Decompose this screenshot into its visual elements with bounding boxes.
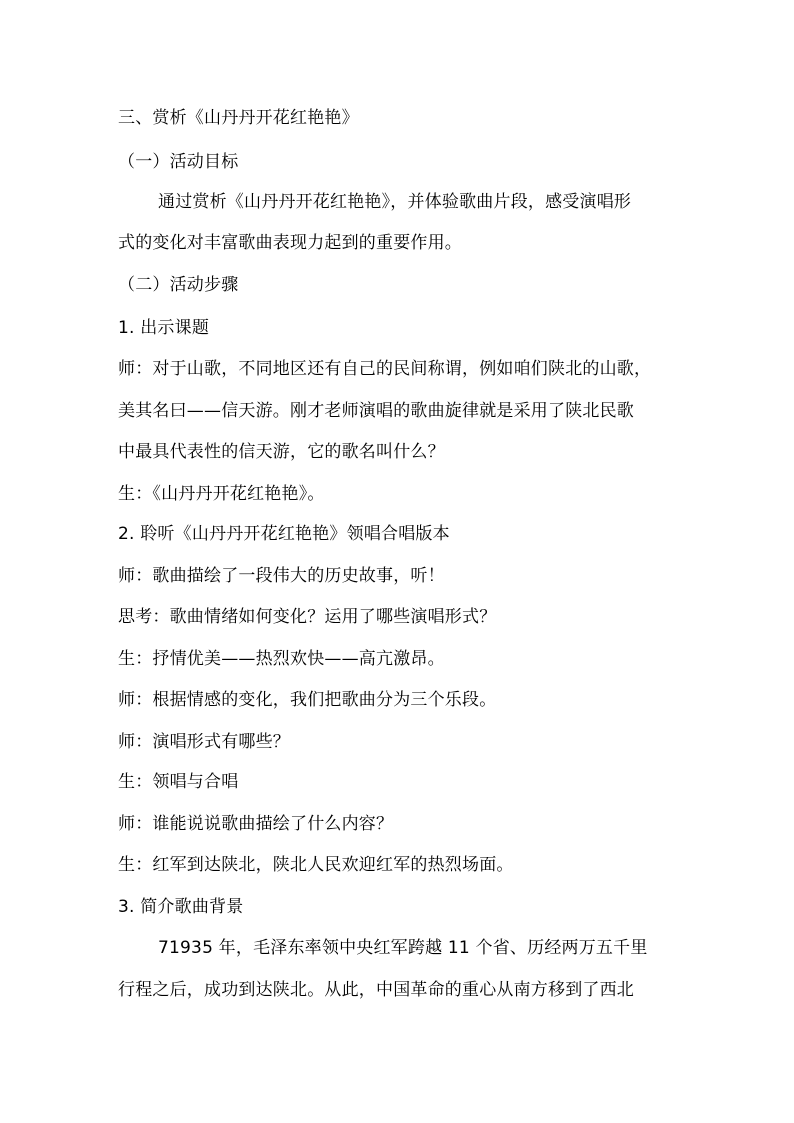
dialogue-line: 师：对于山歌，不同地区还有自己的民间称谓，例如咱们陕北的山歌， (118, 359, 652, 379)
dialogue-line: 生：领唱与合唱 (118, 772, 239, 792)
dialogue-line: 师：根据情感的变化，我们把歌曲分为三个乐段。 (118, 690, 497, 710)
dialogue-line: 中最具代表性的信天游，它的歌名叫什么？ (118, 442, 445, 462)
dialogue-line: 生：《山丹丹开花红艳艳》。 (118, 484, 325, 504)
step-heading: 2. 聆听《山丹丹开花红艳艳》领唱合唱版本 (118, 524, 450, 544)
step-heading: 1. 出示课题 (118, 318, 210, 338)
step-heading: 3. 简介歌曲背景 (118, 897, 244, 917)
dialogue-line: 师：谁能说说歌曲描绘了什么内容？ (118, 814, 394, 834)
section-heading: 三、赏析《山丹丹开花红艳艳》 (118, 108, 359, 128)
subheading-activity-goal: （一）活动目标 (118, 152, 239, 172)
subheading-activity-steps: （二）活动步骤 (118, 275, 239, 295)
paragraph-line: 式的变化对丰富歌曲表现力起到的重要作用。 (118, 233, 462, 253)
paragraph-line: 71935 年，毛泽东率领中央红军跨越 11 个省、历经两万五千里 (158, 938, 648, 958)
paragraph-line: 行程之后，成功到达陕北。从此，中国革命的重心从南方移到了西北 (118, 980, 634, 1000)
dialogue-line: 美其名曰——信天游。刚才老师演唱的歌曲旋律就是采用了陕北民歌 (118, 401, 634, 421)
dialogue-line: 思考：歌曲情绪如何变化？运用了哪些演唱形式？ (118, 607, 497, 627)
dialogue-line: 生：红军到达陕北，陕北人民欢迎红军的热烈场面。 (118, 855, 514, 875)
paragraph-line: 通过赏析《山丹丹开花红艳艳》，并体验歌曲片段，感受演唱形 (158, 192, 632, 212)
dialogue-line: 师：演唱形式有哪些？ (118, 732, 290, 752)
dialogue-line: 师：歌曲描绘了一段伟大的历史故事，听！ (118, 566, 445, 586)
dialogue-line: 生：抒情优美——热烈欢快——高亢激昂。 (118, 649, 445, 669)
